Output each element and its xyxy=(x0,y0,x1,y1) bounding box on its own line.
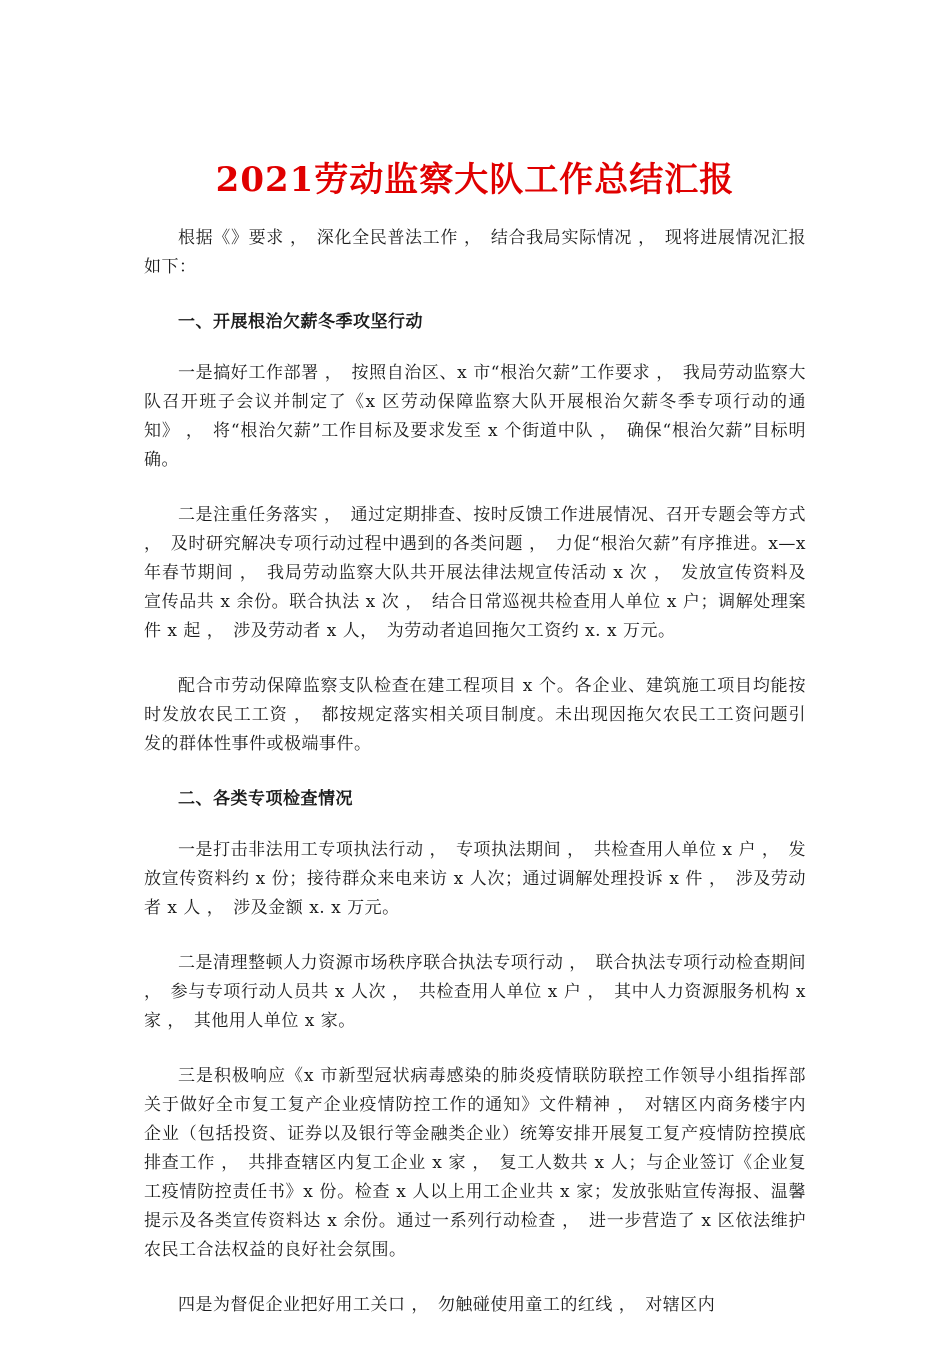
section1-paragraph: 配合市劳动保障监察支队检查在建工程项目 x 个。各企业、建筑施工项目均能按时发放农民工工资 ， 都按规定落实相关项目制度。未出现因拖欠农民工工资问题引发的群体性事件或极端事件。 xyxy=(144,676,806,754)
intro-paragraph: 根据《》要求 ， 深化全民普法工作 ， 结合我局实际情况 ， 现将进展情况汇报如下： xyxy=(144,228,806,277)
section-heading-1: 一、开展根治欠薪冬季攻坚行动 xyxy=(178,312,423,332)
section2-paragraph: 一是打击非法用工专项执法行动 ， 专项执法期间 ， 共检查用人单位 x 户 ， 发放宣传资料约 x 份；接待群众来电来访 x 人次；通过调解处理投诉 x 件 ， 涉及劳动者 x 人 ， 涉及金额 x. x 万元。 xyxy=(144,840,806,918)
section2-paragraph: 四是为督促企业把好用工关口 ， 勿触碰使用童工的红线 ， 对辖区内 xyxy=(178,1295,716,1315)
section2-paragraph: 三是积极响应《x 市新型冠状病毒感染的肺炎疫情联防联控工作领导小组指挥部关于做好全市复工复产企业疫情防控工作的通知》文件精神 ， 对辖区内商务楼宇内企业（包括投资、证券以及银行等金融类企业）统筹安排开展复工复产疫情防控摸底排查工作 ， 共排查辖区内复工企业 x 家 ， 复工人数共 x 人；与企业签订《企业复工疫情防控责任书》x 份。检查 x 人以上用工企业共 x 家；发放张贴宣传海报、温馨提示及各类宣传资料达 x 余份。通过一系列行动检查 ， 进一步营造了 x 区依法维护农民工合法权益的良好社会氛围。 xyxy=(144,1066,806,1260)
section2-paragraph: 二是清理整顿人力资源市场秩序联合执法专项行动 ， 联合执法专项行动检查期间 ， 参与专项行动人员共 x 人次 ， 共检查用人单位 x 户 ， 其中人力资源服务机构 x 家 ， 其他用人单位 x 家。 xyxy=(144,953,806,1031)
section1-paragraph: 一是搞好工作部署 ， 按照自治区、x 市“根治欠薪”工作要求 ， 我局劳动监察大队召开班子会议并制定了《x 区劳动保障监察大队开展根治欠薪冬季专项行动的通知》 ， 将“根治欠薪”工作目标及要求发至 x 个街道中队 ， 确保“根治欠薪”目标明确。 xyxy=(144,363,806,470)
section1-paragraph: 二是注重任务落实 ， 通过定期排查、按时反馈工作进展情况、召开专题会等方式 ， 及时研究解决专项行动过程中遇到的各类问题 ， 力促“根治欠薪”有序推进。x—x 年春节期间 ， 我局劳动监察大队共开展法律法规宣传活动 x 次 ， 发放宣传资料及宣传品共 x 余份。联合执法 x 次 ， 结合日常巡视共检查用人单位 x 户；调解处理案件 x 起 ， 涉及劳动者 x 人， 为劳动者追回拖欠工资约 x. x 万元。 xyxy=(144,505,806,641)
document-title: 2021劳动监察大队工作总结汇报 xyxy=(215,160,735,200)
section-heading-2: 二、各类专项检查情况 xyxy=(178,789,353,809)
document-body xyxy=(144,224,806,1346)
